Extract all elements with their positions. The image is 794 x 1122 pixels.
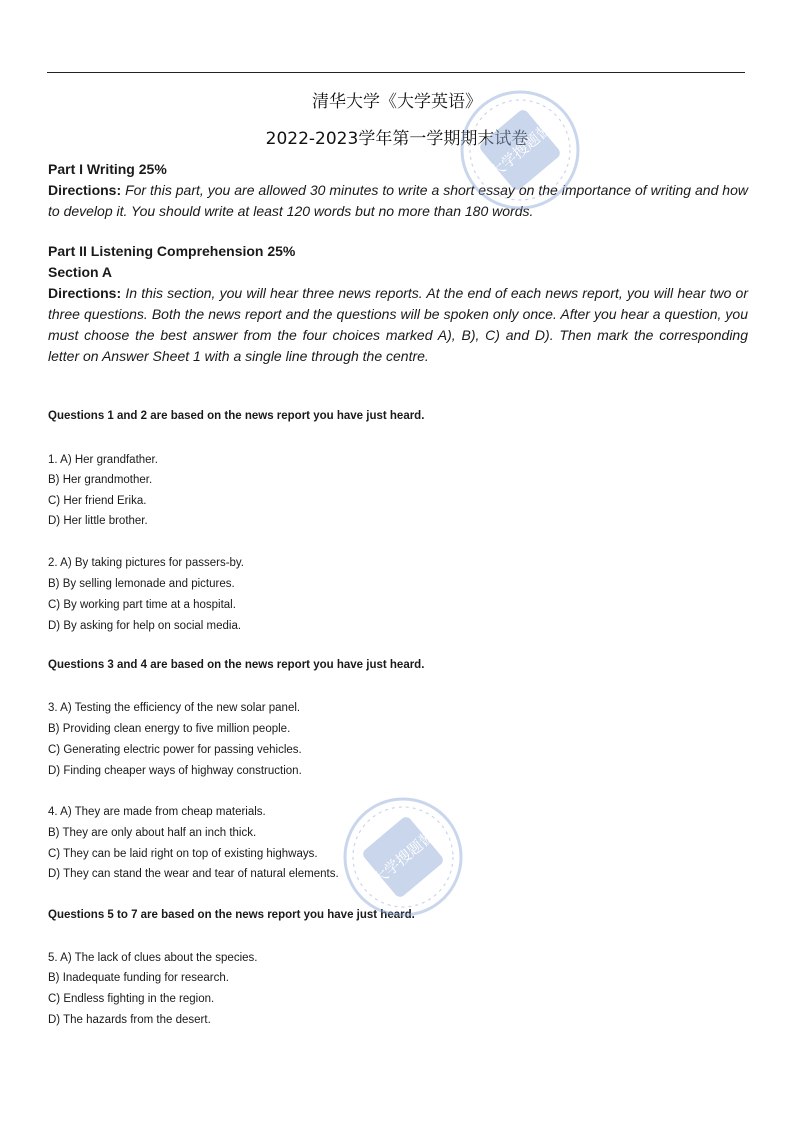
q5-option-b: B) Inadequate funding for research. xyxy=(48,972,229,984)
q1-option-c: C) Her friend Erika. xyxy=(48,495,147,507)
q2-option-d: D) By asking for help on social media. xyxy=(48,620,242,632)
question-group-heading: Questions 3 and 4 are based on the news report you have just heard. xyxy=(48,659,425,671)
q2-option-c: C) By working part time at a hospital. xyxy=(48,599,236,611)
q3-option-a: 3. A) Testing the efficiency of the new solar panel. xyxy=(48,702,301,714)
q2-option-a: 2. A) By taking pictures for passers-by. xyxy=(48,557,245,569)
part2-directions xyxy=(48,283,748,367)
q3-option-c: C) Generating electric power for passing vehicles. xyxy=(48,744,302,756)
part1-section xyxy=(48,159,748,222)
q3-option-d: D) Finding cheaper ways of highway construction. xyxy=(48,765,302,777)
q1-option-a: 1. A) Her grandfather. xyxy=(48,454,158,466)
part2-section xyxy=(48,241,748,367)
q4-option-c: C) They can be laid right on top of existing highways. xyxy=(48,848,318,860)
part1-directions-label: Directions: xyxy=(48,182,122,198)
part1-directions-text: For this part, you are allowed 30 minutes to write a short essay on the importance of writing and how to develop it. You should write at least 120 words but no more than 180 words. xyxy=(48,182,748,219)
part1-directions xyxy=(48,180,748,222)
question-group-heading: Questions 5 to 7 are based on the news report you have just heard. xyxy=(48,909,415,921)
q5-option-a: 5. A) The lack of clues about the species. xyxy=(48,952,258,964)
watermark-stamp-icon xyxy=(338,792,468,922)
part2-directions-text: In this section, you will hear three news reports. At the end of each news report, you will hear two or three questions. Both the news report and the questions will be spoken only once. After you hear a question, you must choose the best answer from the four choices marked A), B), C) and D). Then mark the corresponding letter on Answer Sheet 1 with a single line through the centre. xyxy=(48,285,748,364)
q4-option-b: B) They are only about half an inch thick. xyxy=(48,827,257,839)
svg-text:大学搜题酱: 大学搜题酱 xyxy=(369,826,439,889)
part2-heading: Part II Listening Comprehension 25% xyxy=(48,243,296,259)
exam-term-title: 2022-2023学年第一学期期末试卷 xyxy=(265,129,529,149)
part1-heading: Part I Writing 25% xyxy=(48,161,167,177)
q3-option-b: B) Providing clean energy to five million people. xyxy=(48,723,291,735)
part2-directions-label: Directions: xyxy=(48,285,122,301)
svg-text:大学搜题酱: 大学搜题酱 xyxy=(486,119,556,182)
q2-option-b: B) By selling lemonade and pictures. xyxy=(48,578,235,590)
header-rule xyxy=(47,72,745,73)
q5-option-d: D) The hazards from the desert. xyxy=(48,1014,211,1026)
q1-option-d: D) Her little brother. xyxy=(48,515,148,527)
q4-option-d: D) They can stand the wear and tear of natural elements. xyxy=(48,868,339,880)
section-a-heading: Section A xyxy=(48,264,113,280)
q5-option-c: C) Endless fighting in the region. xyxy=(48,993,215,1005)
q1-option-b: B) Her grandmother. xyxy=(48,474,153,486)
question-group-heading: Questions 1 and 2 are based on the news report you have just heard. xyxy=(48,410,425,422)
exam-school-title: 清华大学《大学英语》 xyxy=(312,92,482,112)
q4-option-a: 4. A) They are made from cheap materials. xyxy=(48,806,266,818)
